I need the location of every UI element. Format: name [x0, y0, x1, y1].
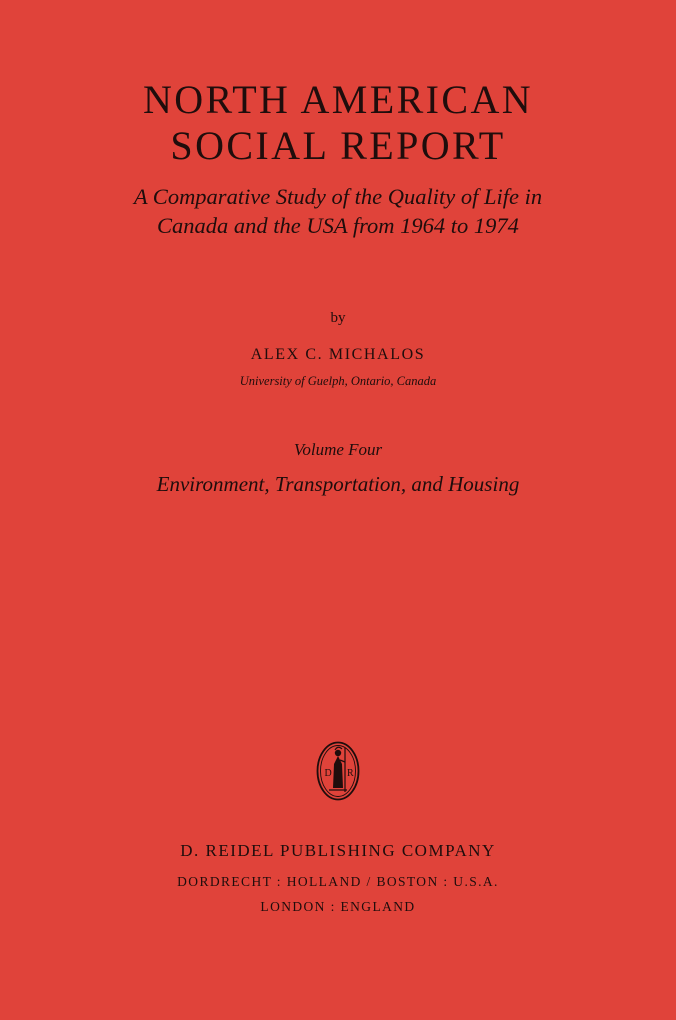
emblem-letter-right: R [347, 768, 354, 779]
subtitle-line-2: Canada and the USA from 1964 to 1974 [157, 213, 519, 238]
publisher-name: D. REIDEL PUBLISHING COMPANY [180, 841, 496, 860]
title-line-1: NORTH AMERICAN [142, 77, 534, 122]
volume-number: Volume Four [293, 440, 383, 459]
by-label: by [330, 310, 346, 326]
author-affiliation: University of Guelph, Ontario, Canada [239, 374, 437, 388]
publisher-locations-line-2: LONDON : ENGLAND [260, 899, 416, 914]
subtitle-line-1: A Comparative Study of the Quality of Life in [133, 184, 543, 209]
title-line-2: SOCIAL REPORT [170, 123, 506, 168]
publisher-emblem-icon [315, 740, 361, 802]
volume-title: Environment, Transportation, and Housing [156, 472, 520, 496]
publisher-locations-line-1: DORDRECHT : HOLLAND / BOSTON : U.S.A. [177, 874, 499, 889]
emblem-letter-left: D [324, 768, 332, 779]
author-name: ALEX C. MICHALOS [250, 346, 426, 363]
